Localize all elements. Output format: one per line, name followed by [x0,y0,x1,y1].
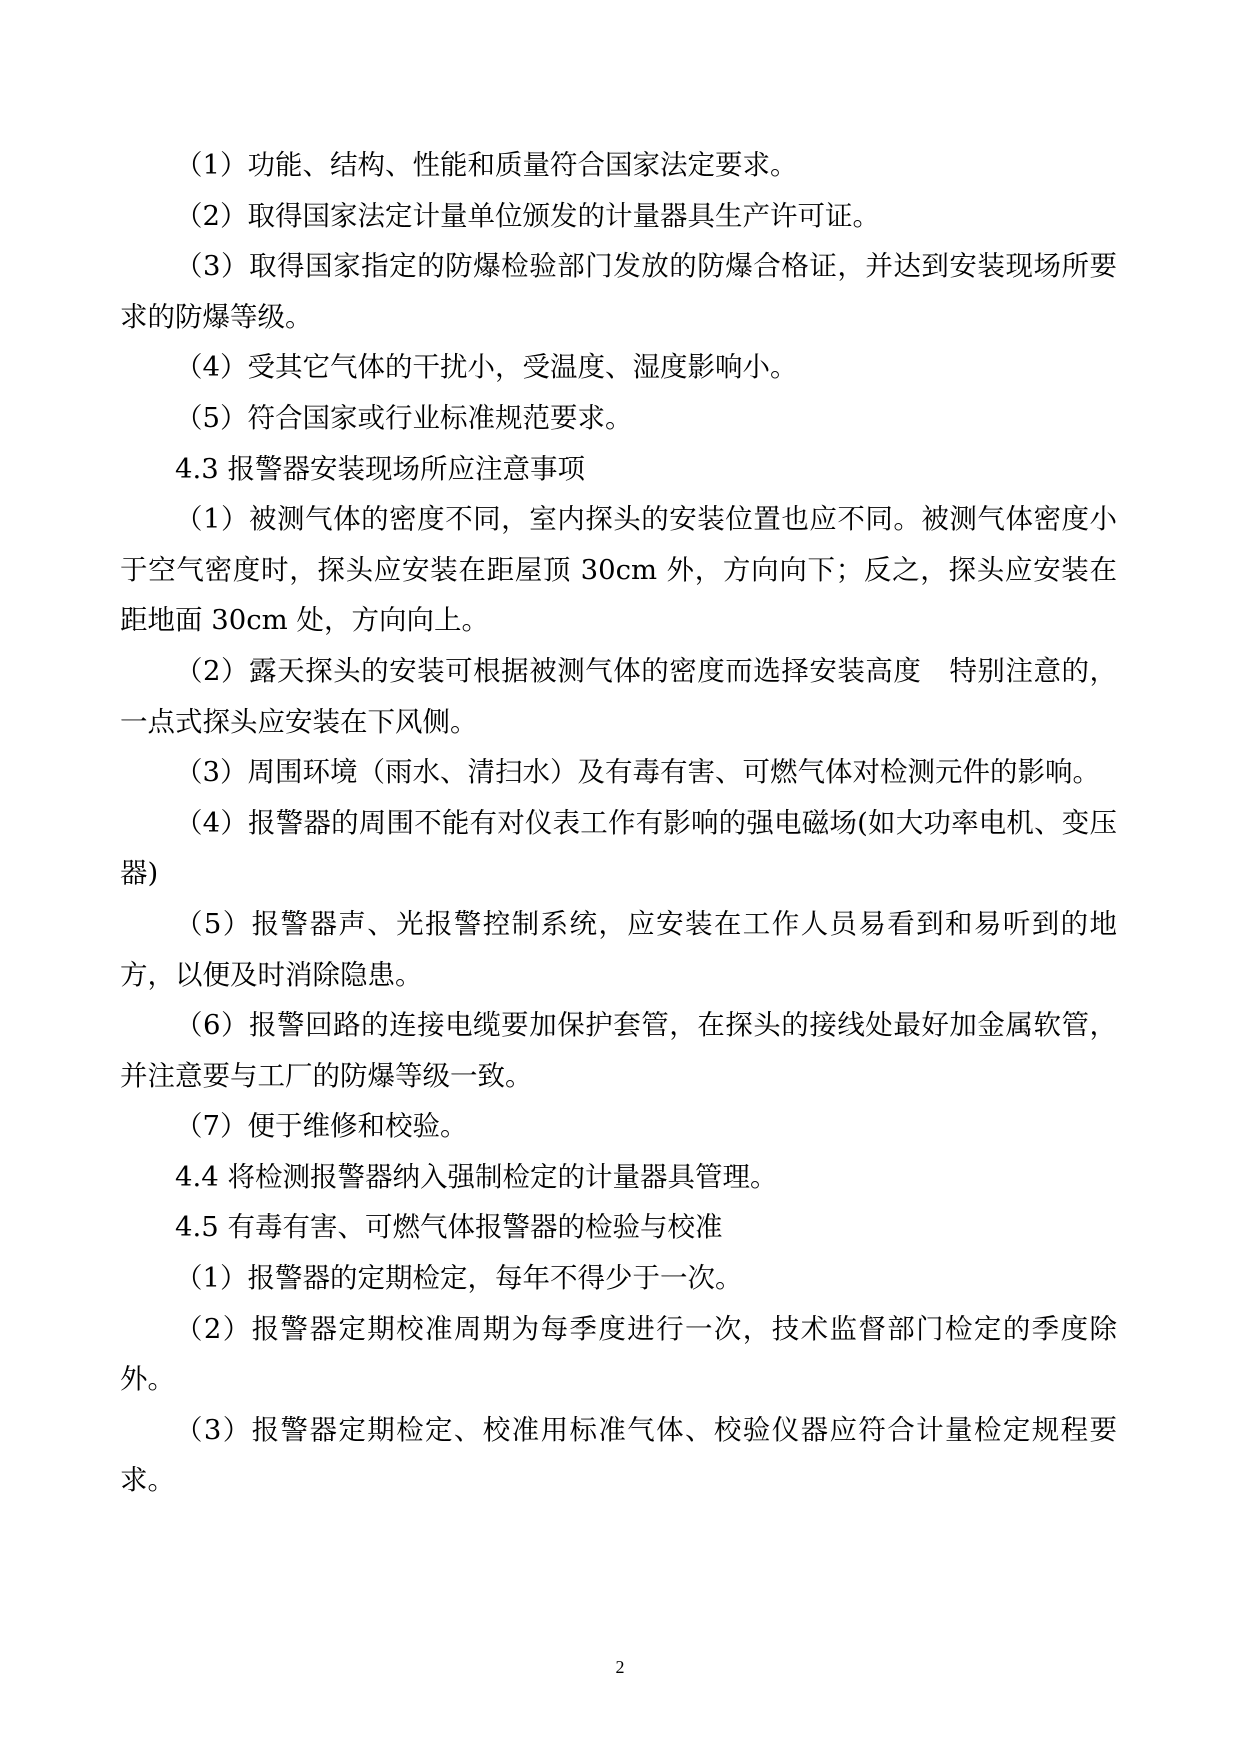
paragraph-14: （2）报警器定期校准周期为每季度进行一次，技术监督部门检定的季度除外。 [120,1312,1117,1396]
paragraph-9: （4）报警器的周围不能有对仪表工作有影响的强电磁场(如大功率电机、变压器) [120,806,1117,890]
paragraph-5: （5）符合国家或行业标准规范要求。 [175,401,633,434]
section-heading-4-4: 4.4 将检测报警器纳入强制检定的计量器具管理。 [175,1160,778,1193]
paragraph-8: （3）周围环境（雨水、清扫水）及有毒有害、可燃气体对检测元件的影响。 [175,756,1100,789]
paragraph-11: （6）报警回路的连接电缆要加保护套管，在探头的接线处最好加金属软管，并注意要与工厂的防爆等级一致。 [120,1009,1117,1092]
paragraph-15: （3）报警器定期检定、校准用标准气体、校验仪器应符合计量检定规程要求。 [120,1413,1117,1497]
paragraph-1: （1）功能、结构、性能和质量符合国家法定要求。 [175,149,798,181]
paragraph-13: （1）报警器的定期检定，每年不得少于一次。 [175,1262,743,1295]
section-heading-4-5: 4.5 有毒有害、可燃气体报警器的检验与校准 [175,1211,723,1244]
section-heading-4-3: 4.3 报警器安装现场所应注意事项 [175,452,585,485]
document-page [120,0,1117,1754]
paragraph-7: （2）露天探头的安装可根据被测气体的密度而选择安装高度 特别注意的，一点式探头应安装在下风侧。 [120,654,1117,738]
paragraph-6: （1）被测气体的密度不同，室内探头的安装位置也应不同。被测气体密度小于空气密度时，探头应安装在距屋顶 30cm 外，方向向下；反之，探头应安装在距地面 30cm 处，方向向上。 [120,503,1117,637]
paragraph-3: （3）取得国家指定的防爆检验部门发放的防爆合格证，并达到安装现场所要求的防爆等级。 [120,250,1117,333]
paragraph-2: （2）取得国家法定计量单位颁发的计量器具生产许可证。 [175,199,880,232]
body-text [120,140,1117,1506]
paragraph-4: （4）受其它气体的干扰小，受温度、湿度影响小。 [175,351,798,384]
paragraph-10: （5）报警器声、光报警控制系统，应安装在工作人员易看到和易听到的地方，以便及时消除隐患。 [120,907,1117,991]
page-number: 2 [615,1657,625,1677]
paragraph-12: （7）便于维修和校验。 [175,1110,468,1143]
